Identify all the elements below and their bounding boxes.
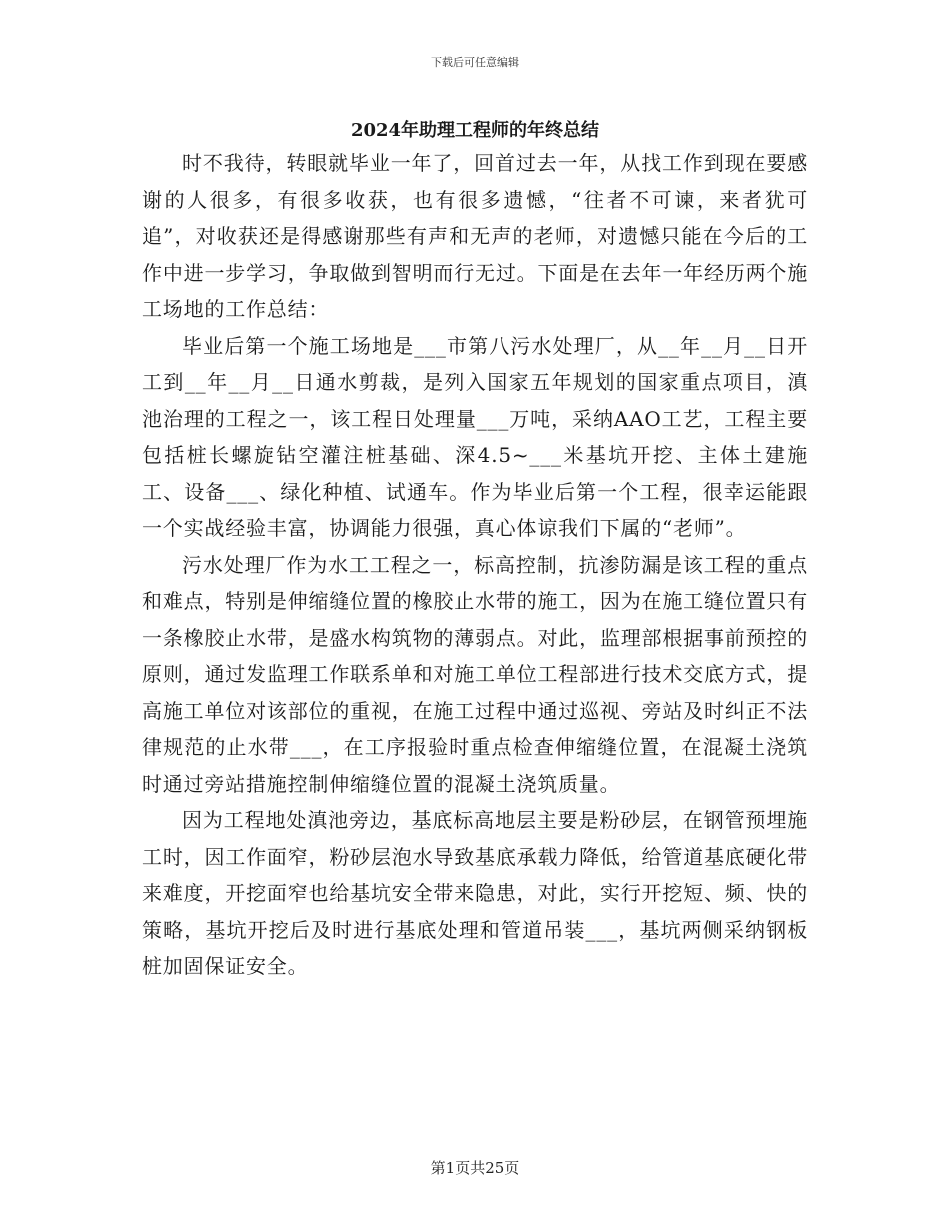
header-note: 下载后可任意编辑 <box>431 56 519 69</box>
document-body <box>142 145 808 985</box>
paragraph-intro: 时不我待，转眼就毕业一年了，回首过去一年，从找工作到现在要感谢的人很多，有很多收获，也有很多遗憾，“往者不可谏，来者犹可追”，对收获还是得感谢那些有声和无声的老师，对遗憾只能在今后的工作中进一步学习，争取做到智明而行无过。下面是在去年一年经历两个施工场地的工作总结： <box>142 151 808 321</box>
page-number: 第1页共25页 <box>430 1159 520 1177</box>
paragraph-waterproofing: 污水处理厂作为水工工程之一，标高控制，抗渗防漏是该工程的重点和难点，特别是伸缩缝位置的橡胶止水带的施工，因为在施工缝位置只有一条橡胶止水带，是盛水构筑物的薄弱点。对此，监理部根据事前预控的原则，通过发监理工作联系单和对施工单位工程部进行技术交底方式，提高施工单位对该部位的重视，在施工过程中通过巡视、旁站及时纠正不法律规范的止水带___，在工序报验时重点检查伸缩缝位置，在混凝土浇筑时通过旁站措施控制伸缩缝位置的混凝土浇筑质量。 <box>142 552 808 796</box>
paragraph-first-site: 毕业后第一个施工场地是___市第八污水处理厂，从__年__月__日开工到__年__月__日通水剪裁，是列入国家五年规划的国家重点项目，滇池治理的工程之一，该工程日处理量___万吨，采纳AAO工艺，工程主要包括桩长螺旋钻空灌注桩基础、深4.5~___米基坑开挖、主体土建施工、设备___、绿化种植、试通车。作为毕业后第一个工程，很幸运能跟一个实战经验丰富，协调能力很强，真心体谅我们下属的“老师”。 <box>142 333 808 540</box>
paragraph-foundation: 因为工程地处滇池旁边，基底标高地层主要是粉砂层，在钢管预埋施工时，因工作面窄，粉砂层泡水导致基底承载力降低，给管道基底硬化带来难度，开挖面窄也给基坑安全带来隐患，对此，实行开挖短、频、快的策略，基坑开挖后及时进行基底处理和管道吊装___，基坑两侧采纳钢板桩加固保证安全。 <box>142 808 808 978</box>
document-title: 2024年助理工程师的年终总结 <box>350 120 600 141</box>
